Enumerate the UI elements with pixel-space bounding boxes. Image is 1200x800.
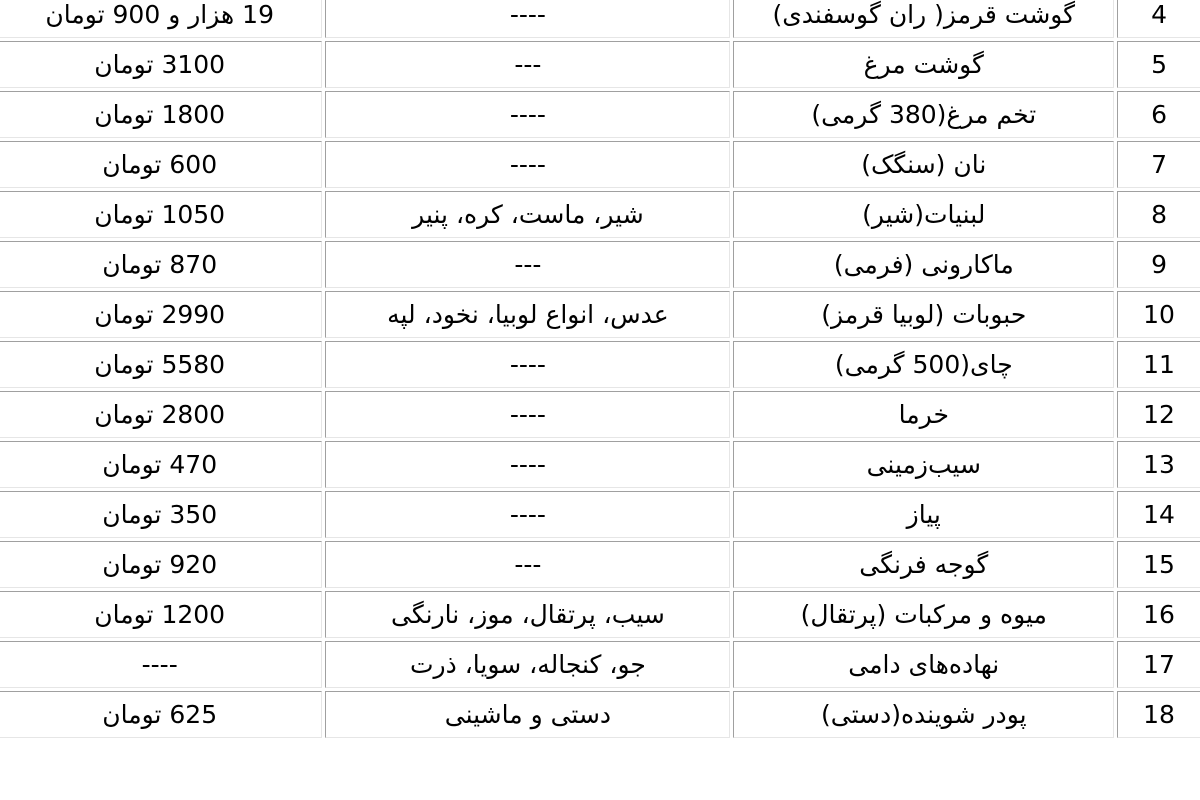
description-cell: عدس، انواع لوبیا، نخود، لپه: [325, 291, 730, 338]
description-cell: ----: [325, 0, 730, 38]
row-number-cell: 15: [1117, 541, 1200, 588]
price-cell: 870 تومان: [0, 241, 322, 288]
item-name-cell: گوشت مرغ: [733, 41, 1114, 88]
price-cell: 470 تومان: [0, 441, 322, 488]
table-row: [0, 191, 1200, 238]
table-row: [0, 591, 1200, 638]
item-name-cell: میوه و مرکبات (پرتقال): [733, 591, 1114, 638]
table-row: [0, 691, 1200, 738]
row-number-cell: 5: [1117, 41, 1200, 88]
description-cell: ----: [325, 91, 730, 138]
item-name-cell: پیاز: [733, 491, 1114, 538]
description-cell: ----: [325, 441, 730, 488]
row-number-cell: 9: [1117, 241, 1200, 288]
description-cell: ---: [325, 41, 730, 88]
row-number-cell: 11: [1117, 341, 1200, 388]
table-row: [0, 141, 1200, 188]
price-cell: 2990 تومان: [0, 291, 322, 338]
row-number-cell: 17: [1117, 641, 1200, 688]
item-name-cell: نان (سنگک): [733, 141, 1114, 188]
table-row: [0, 391, 1200, 438]
table-row: [0, 91, 1200, 138]
price-cell: 1200 تومان: [0, 591, 322, 638]
row-number-cell: 13: [1117, 441, 1200, 488]
price-cell: 1050 تومان: [0, 191, 322, 238]
item-name-cell: حبوبات (لوبیا قرمز): [733, 291, 1114, 338]
row-number-cell: 10: [1117, 291, 1200, 338]
table-row: [0, 241, 1200, 288]
price-cell: 5580 تومان: [0, 341, 322, 388]
table-row: [0, 491, 1200, 538]
row-number-cell: 8: [1117, 191, 1200, 238]
table-row: [0, 291, 1200, 338]
table-row: [0, 541, 1200, 588]
item-name-cell: سیب‌زمینی: [733, 441, 1114, 488]
description-cell: ----: [325, 391, 730, 438]
description-cell: جو، کنجاله، سویا، ذرت: [325, 641, 730, 688]
price-cell: 3100 تومان: [0, 41, 322, 88]
description-cell: ----: [325, 141, 730, 188]
table-row: [0, 0, 1200, 38]
row-number-cell: 18: [1117, 691, 1200, 738]
description-cell: ----: [325, 491, 730, 538]
description-cell: ----: [325, 341, 730, 388]
item-name-cell: پودر شوینده(دستی): [733, 691, 1114, 738]
row-number-cell: 16: [1117, 591, 1200, 638]
item-name-cell: گوجه فرنگی: [733, 541, 1114, 588]
description-cell: ---: [325, 541, 730, 588]
description-cell: سیب، پرتقال، موز، نارنگی: [325, 591, 730, 638]
row-number-cell: 7: [1117, 141, 1200, 188]
row-number-cell: 12: [1117, 391, 1200, 438]
description-cell: شیر، ماست، کره، پنیر: [325, 191, 730, 238]
table-row: [0, 41, 1200, 88]
table-row: [0, 341, 1200, 388]
price-cell: 920 تومان: [0, 541, 322, 588]
item-name-cell: لبنیات(شیر): [733, 191, 1114, 238]
row-number-cell: 14: [1117, 491, 1200, 538]
price-cell: ----: [0, 641, 322, 688]
item-name-cell: خرما: [733, 391, 1114, 438]
price-cell: 600 تومان: [0, 141, 322, 188]
price-cell: 2800 تومان: [0, 391, 322, 438]
item-name-cell: ماکارونی (فرمی): [733, 241, 1114, 288]
row-number-cell: 6: [1117, 91, 1200, 138]
row-number-cell: 4: [1117, 0, 1200, 38]
item-name-cell: چای(500 گرمی): [733, 341, 1114, 388]
item-name-cell: نهاده‌های دامی: [733, 641, 1114, 688]
table-row: [0, 641, 1200, 688]
item-name-cell: گوشت قرمز( ران گوسفندی): [733, 0, 1114, 38]
price-cell: 350 تومان: [0, 491, 322, 538]
price-cell: 19 هزار و 900 تومان: [0, 0, 322, 38]
price-cell: 625 تومان: [0, 691, 322, 738]
description-cell: دستی و ماشینی: [325, 691, 730, 738]
price-cell: 1800 تومان: [0, 91, 322, 138]
item-name-cell: تخم مرغ(380 گرمی): [733, 91, 1114, 138]
table-row: [0, 441, 1200, 488]
description-cell: ---: [325, 241, 730, 288]
